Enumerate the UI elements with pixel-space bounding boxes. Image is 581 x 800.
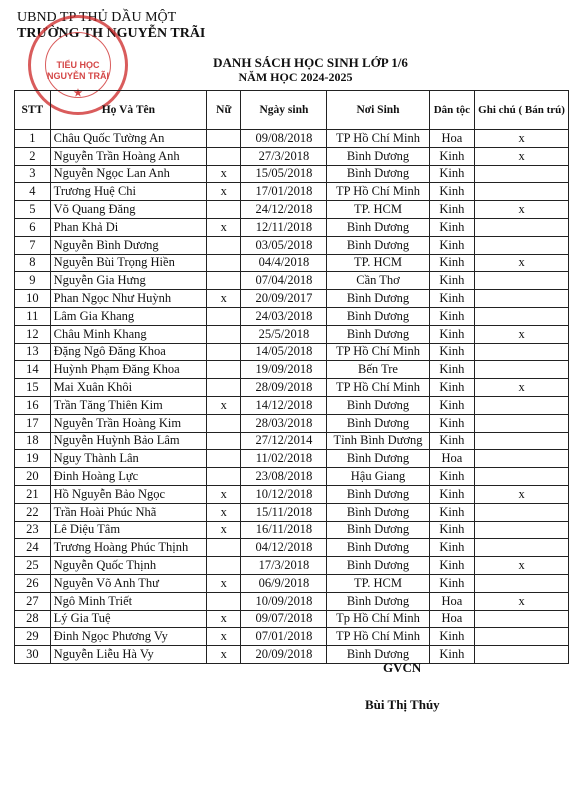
cell-female: x bbox=[207, 521, 241, 539]
cell-stt: 3 bbox=[15, 165, 51, 183]
cell-stt: 26 bbox=[15, 574, 51, 592]
cell-stt: 2 bbox=[15, 147, 51, 165]
cell-birthplace: Bình Dương bbox=[327, 290, 429, 308]
table-row bbox=[15, 450, 569, 468]
cell-dob: 15/11/2018 bbox=[241, 503, 327, 521]
cell-female bbox=[207, 147, 241, 165]
cell-ethnicity: Hoa bbox=[429, 130, 475, 148]
cell-stt: 8 bbox=[15, 254, 51, 272]
cell-birthplace: Bình Dương bbox=[327, 646, 429, 664]
table-row bbox=[15, 218, 569, 236]
table-row bbox=[15, 130, 569, 148]
cell-stt: 11 bbox=[15, 307, 51, 325]
cell-stt: 28 bbox=[15, 610, 51, 628]
cell-name: Nguyễn Bình Dương bbox=[50, 236, 207, 254]
cell-female bbox=[207, 272, 241, 290]
table-row bbox=[15, 610, 569, 628]
cell-birthplace: Bình Dương bbox=[327, 236, 429, 254]
cell-note: x bbox=[475, 379, 569, 397]
cell-name: Võ Quang Đăng bbox=[50, 201, 207, 219]
table-row bbox=[15, 396, 569, 414]
cell-ethnicity: Kinh bbox=[429, 218, 475, 236]
table-row bbox=[15, 165, 569, 183]
cell-note bbox=[475, 468, 569, 486]
cell-ethnicity: Kinh bbox=[429, 236, 475, 254]
cell-birthplace: Tỉnh Bình Dương bbox=[327, 432, 429, 450]
cell-birthplace: Bình Dương bbox=[327, 450, 429, 468]
cell-name: Nguyễn Võ Anh Thư bbox=[50, 574, 207, 592]
cell-ethnicity: Kinh bbox=[429, 468, 475, 486]
cell-name: Nguy Thành Lân bbox=[50, 450, 207, 468]
cell-name: Trần Tăng Thiên Kim bbox=[50, 396, 207, 414]
cell-ethnicity: Kinh bbox=[429, 165, 475, 183]
cell-name: Lý Gia Tuệ bbox=[50, 610, 207, 628]
cell-birthplace: Bình Dương bbox=[327, 307, 429, 325]
cell-birthplace: TP Hồ Chí Minh bbox=[327, 379, 429, 397]
cell-dob: 06/9/2018 bbox=[241, 574, 327, 592]
cell-name: Nguyễn Trần Hoàng Kim bbox=[50, 414, 207, 432]
cell-birthplace: Bình Dương bbox=[327, 165, 429, 183]
cell-name: Mai Xuân Khôi bbox=[50, 379, 207, 397]
cell-note: x bbox=[475, 592, 569, 610]
cell-ethnicity: Kinh bbox=[429, 414, 475, 432]
cell-ethnicity: Kinh bbox=[429, 307, 475, 325]
cell-name: Châu Quốc Tường An bbox=[50, 130, 207, 148]
table-row bbox=[15, 307, 569, 325]
table-header-row bbox=[15, 91, 569, 130]
cell-name: Châu Minh Khang bbox=[50, 325, 207, 343]
cell-stt: 25 bbox=[15, 557, 51, 575]
cell-dob: 24/03/2018 bbox=[241, 307, 327, 325]
cell-female bbox=[207, 325, 241, 343]
cell-note bbox=[475, 272, 569, 290]
cell-ethnicity: Kinh bbox=[429, 396, 475, 414]
cell-note: x bbox=[475, 557, 569, 575]
cell-birthplace: TP. HCM bbox=[327, 254, 429, 272]
cell-ethnicity: Kinh bbox=[429, 254, 475, 272]
cell-birthplace: Bình Dương bbox=[327, 218, 429, 236]
cell-note bbox=[475, 521, 569, 539]
cell-female bbox=[207, 307, 241, 325]
cell-dob: 10/09/2018 bbox=[241, 592, 327, 610]
cell-stt: 4 bbox=[15, 183, 51, 201]
cell-note bbox=[475, 307, 569, 325]
table-row bbox=[15, 485, 569, 503]
cell-birthplace: Bình Dương bbox=[327, 147, 429, 165]
table-row bbox=[15, 503, 569, 521]
cell-birthplace: Bình Dương bbox=[327, 521, 429, 539]
table-row bbox=[15, 147, 569, 165]
cell-name: Nguyễn Gia Hưng bbox=[50, 272, 207, 290]
cell-female: x bbox=[207, 485, 241, 503]
cell-stt: 12 bbox=[15, 325, 51, 343]
cell-dob: 17/01/2018 bbox=[241, 183, 327, 201]
cell-female bbox=[207, 539, 241, 557]
cell-birthplace: TP Hồ Chí Minh bbox=[327, 628, 429, 646]
document-title: DANH SÁCH HỌC SINH LỚP 1/6 bbox=[213, 55, 408, 70]
cell-dob: 07/01/2018 bbox=[241, 628, 327, 646]
table-row bbox=[15, 201, 569, 219]
cell-female bbox=[207, 450, 241, 468]
cell-dob: 20/09/2017 bbox=[241, 290, 327, 308]
cell-dob: 11/02/2018 bbox=[241, 450, 327, 468]
cell-note bbox=[475, 503, 569, 521]
cell-note bbox=[475, 218, 569, 236]
cell-ethnicity: Kinh bbox=[429, 147, 475, 165]
cell-female: x bbox=[207, 218, 241, 236]
cell-female: x bbox=[207, 396, 241, 414]
table-row bbox=[15, 183, 569, 201]
cell-stt: 23 bbox=[15, 521, 51, 539]
cell-name: Nguyễn Trần Hoàng Anh bbox=[50, 147, 207, 165]
table-row bbox=[15, 521, 569, 539]
cell-name: Nguyễn Ngọc Lan Anh bbox=[50, 165, 207, 183]
cell-birthplace: Bình Dương bbox=[327, 503, 429, 521]
table-row bbox=[15, 343, 569, 361]
cell-stt: 18 bbox=[15, 432, 51, 450]
table-row bbox=[15, 468, 569, 486]
cell-note bbox=[475, 539, 569, 557]
student-table bbox=[14, 90, 569, 664]
cell-ethnicity: Kinh bbox=[429, 539, 475, 557]
cell-name: Trương Hoàng Phúc Thịnh bbox=[50, 539, 207, 557]
stamp-text-school: NGUYỄN TRÃI bbox=[46, 71, 109, 81]
cell-name: Nguyễn Huỳnh Bảo Lâm bbox=[50, 432, 207, 450]
cell-ethnicity: Hoa bbox=[429, 610, 475, 628]
cell-birthplace: Hậu Giang bbox=[327, 468, 429, 486]
cell-stt: 10 bbox=[15, 290, 51, 308]
table-row bbox=[15, 272, 569, 290]
signature-title: GVCN bbox=[383, 660, 422, 675]
cell-note bbox=[475, 432, 569, 450]
table-row bbox=[15, 414, 569, 432]
table-row bbox=[15, 236, 569, 254]
header-stt: STT bbox=[15, 91, 51, 130]
cell-ethnicity: Hoa bbox=[429, 592, 475, 610]
cell-dob: 04/4/2018 bbox=[241, 254, 327, 272]
cell-birthplace: Cần Thơ bbox=[327, 272, 429, 290]
cell-name: Nguyễn Bùi Trọng Hiền bbox=[50, 254, 207, 272]
cell-stt: 5 bbox=[15, 201, 51, 219]
cell-stt: 13 bbox=[15, 343, 51, 361]
cell-dob: 24/12/2018 bbox=[241, 201, 327, 219]
header-birthplace: Nơi Sinh bbox=[327, 91, 429, 130]
cell-note bbox=[475, 414, 569, 432]
cell-note: x bbox=[475, 147, 569, 165]
cell-name: Đặng Ngô Đăng Khoa bbox=[50, 343, 207, 361]
table-row bbox=[15, 574, 569, 592]
cell-name: Đinh Hoàng Lực bbox=[50, 468, 207, 486]
cell-dob: 28/03/2018 bbox=[241, 414, 327, 432]
cell-birthplace: Bình Dương bbox=[327, 557, 429, 575]
cell-ethnicity: Kinh bbox=[429, 379, 475, 397]
cell-dob: 14/05/2018 bbox=[241, 343, 327, 361]
table-row bbox=[15, 646, 569, 664]
cell-note bbox=[475, 574, 569, 592]
cell-name: Lâm Gia Khang bbox=[50, 307, 207, 325]
cell-female bbox=[207, 130, 241, 148]
cell-female bbox=[207, 557, 241, 575]
cell-stt: 6 bbox=[15, 218, 51, 236]
cell-dob: 12/11/2018 bbox=[241, 218, 327, 236]
cell-female bbox=[207, 468, 241, 486]
stamp-star-icon: ★ bbox=[73, 88, 83, 99]
cell-stt: 16 bbox=[15, 396, 51, 414]
cell-birthplace: TP Hồ Chí Minh bbox=[327, 130, 429, 148]
table-row bbox=[15, 628, 569, 646]
cell-birthplace: TP Hồ Chí Minh bbox=[327, 343, 429, 361]
cell-female bbox=[207, 432, 241, 450]
cell-birthplace: TP. HCM bbox=[327, 201, 429, 219]
cell-name: Trương Huệ Chi bbox=[50, 183, 207, 201]
cell-birthplace: Bình Dương bbox=[327, 396, 429, 414]
cell-ethnicity: Kinh bbox=[429, 646, 475, 664]
cell-female: x bbox=[207, 628, 241, 646]
cell-female bbox=[207, 201, 241, 219]
cell-ethnicity: Kinh bbox=[429, 325, 475, 343]
cell-female: x bbox=[207, 290, 241, 308]
cell-stt: 24 bbox=[15, 539, 51, 557]
cell-ethnicity: Kinh bbox=[429, 343, 475, 361]
cell-name: Nguyễn Liễu Hà Vy bbox=[50, 646, 207, 664]
cell-note bbox=[475, 646, 569, 664]
cell-dob: 28/09/2018 bbox=[241, 379, 327, 397]
cell-ethnicity: Kinh bbox=[429, 272, 475, 290]
cell-name: Ngô Minh Triết bbox=[50, 592, 207, 610]
org-name: UBND TP THỦ DẦU MỘT bbox=[17, 10, 177, 25]
cell-note: x bbox=[475, 130, 569, 148]
cell-stt: 9 bbox=[15, 272, 51, 290]
cell-note bbox=[475, 236, 569, 254]
cell-dob: 09/07/2018 bbox=[241, 610, 327, 628]
cell-note bbox=[475, 343, 569, 361]
cell-female bbox=[207, 361, 241, 379]
header-name: Họ Và Tên bbox=[50, 91, 207, 130]
cell-dob: 14/12/2018 bbox=[241, 396, 327, 414]
school-year: NĂM HỌC 2024-2025 bbox=[238, 70, 353, 84]
cell-note bbox=[475, 183, 569, 201]
cell-ethnicity: Kinh bbox=[429, 503, 475, 521]
cell-female: x bbox=[207, 646, 241, 664]
cell-ethnicity: Kinh bbox=[429, 485, 475, 503]
cell-birthplace: Tp Hồ Chí Minh bbox=[327, 610, 429, 628]
cell-note: x bbox=[475, 201, 569, 219]
cell-stt: 22 bbox=[15, 503, 51, 521]
cell-ethnicity: Hoa bbox=[429, 450, 475, 468]
cell-name: Trần Hoài Phúc Nhã bbox=[50, 503, 207, 521]
table-body bbox=[15, 130, 569, 664]
table-row bbox=[15, 254, 569, 272]
cell-stt: 27 bbox=[15, 592, 51, 610]
cell-female bbox=[207, 236, 241, 254]
cell-stt: 14 bbox=[15, 361, 51, 379]
cell-female bbox=[207, 414, 241, 432]
cell-dob: 07/04/2018 bbox=[241, 272, 327, 290]
cell-note: x bbox=[475, 325, 569, 343]
cell-female bbox=[207, 254, 241, 272]
header-dob: Ngày sinh bbox=[241, 91, 327, 130]
table-row bbox=[15, 361, 569, 379]
cell-dob: 20/09/2018 bbox=[241, 646, 327, 664]
cell-name: Phan Ngọc Như Huỳnh bbox=[50, 290, 207, 308]
cell-note bbox=[475, 450, 569, 468]
cell-female: x bbox=[207, 165, 241, 183]
cell-name: Huỳnh Phạm Đăng Khoa bbox=[50, 361, 207, 379]
cell-stt: 17 bbox=[15, 414, 51, 432]
cell-dob: 10/12/2018 bbox=[241, 485, 327, 503]
cell-stt: 1 bbox=[15, 130, 51, 148]
cell-stt: 29 bbox=[15, 628, 51, 646]
cell-dob: 16/11/2018 bbox=[241, 521, 327, 539]
header-female: Nữ bbox=[207, 91, 241, 130]
cell-dob: 27/3/2018 bbox=[241, 147, 327, 165]
cell-note: x bbox=[475, 485, 569, 503]
cell-dob: 17/3/2018 bbox=[241, 557, 327, 575]
cell-ethnicity: Kinh bbox=[429, 628, 475, 646]
cell-birthplace: TP. HCM bbox=[327, 574, 429, 592]
cell-birthplace: TP Hồ Chí Minh bbox=[327, 183, 429, 201]
cell-stt: 15 bbox=[15, 379, 51, 397]
cell-female bbox=[207, 379, 241, 397]
cell-stt: 30 bbox=[15, 646, 51, 664]
cell-ethnicity: Kinh bbox=[429, 183, 475, 201]
cell-ethnicity: Kinh bbox=[429, 290, 475, 308]
cell-name: Nguyễn Quốc Thịnh bbox=[50, 557, 207, 575]
table-row bbox=[15, 290, 569, 308]
cell-note bbox=[475, 628, 569, 646]
cell-ethnicity: Kinh bbox=[429, 557, 475, 575]
table-row bbox=[15, 557, 569, 575]
table-row bbox=[15, 325, 569, 343]
cell-stt: 21 bbox=[15, 485, 51, 503]
table-row bbox=[15, 432, 569, 450]
header-ethnicity: Dân tộc bbox=[429, 91, 475, 130]
cell-ethnicity: Kinh bbox=[429, 432, 475, 450]
cell-dob: 23/08/2018 bbox=[241, 468, 327, 486]
cell-female bbox=[207, 592, 241, 610]
cell-dob: 19/09/2018 bbox=[241, 361, 327, 379]
cell-note bbox=[475, 610, 569, 628]
cell-female: x bbox=[207, 574, 241, 592]
cell-birthplace: Bình Dương bbox=[327, 592, 429, 610]
cell-female: x bbox=[207, 610, 241, 628]
cell-note bbox=[475, 165, 569, 183]
cell-dob: 04/12/2018 bbox=[241, 539, 327, 557]
cell-ethnicity: Kinh bbox=[429, 201, 475, 219]
cell-note bbox=[475, 361, 569, 379]
cell-stt: 19 bbox=[15, 450, 51, 468]
table-row bbox=[15, 539, 569, 557]
cell-dob: 25/5/2018 bbox=[241, 325, 327, 343]
cell-birthplace: Bến Tre bbox=[327, 361, 429, 379]
signature-name: Bùi Thị Thúy bbox=[365, 697, 440, 712]
cell-stt: 20 bbox=[15, 468, 51, 486]
cell-note bbox=[475, 396, 569, 414]
cell-name: Hồ Nguyễn Bảo Ngọc bbox=[50, 485, 207, 503]
cell-ethnicity: Kinh bbox=[429, 521, 475, 539]
cell-name: Lê Diệu Tâm bbox=[50, 521, 207, 539]
cell-birthplace: Bình Dương bbox=[327, 485, 429, 503]
header-note: Ghi chú ( Bán trú) bbox=[475, 91, 569, 130]
cell-birthplace: Bình Dương bbox=[327, 539, 429, 557]
cell-note: x bbox=[475, 254, 569, 272]
cell-female: x bbox=[207, 503, 241, 521]
cell-name: Đinh Ngọc Phương Vy bbox=[50, 628, 207, 646]
cell-female bbox=[207, 343, 241, 361]
cell-female: x bbox=[207, 183, 241, 201]
cell-dob: 03/05/2018 bbox=[241, 236, 327, 254]
cell-note bbox=[475, 290, 569, 308]
cell-stt: 7 bbox=[15, 236, 51, 254]
table-row bbox=[15, 379, 569, 397]
cell-dob: 09/08/2018 bbox=[241, 130, 327, 148]
cell-dob: 15/05/2018 bbox=[241, 165, 327, 183]
table-row bbox=[15, 592, 569, 610]
cell-birthplace: Bình Dương bbox=[327, 414, 429, 432]
cell-ethnicity: Kinh bbox=[429, 574, 475, 592]
cell-ethnicity: Kinh bbox=[429, 361, 475, 379]
cell-name: Phan Khả Di bbox=[50, 218, 207, 236]
cell-birthplace: Bình Dương bbox=[327, 325, 429, 343]
cell-dob: 27/12/2014 bbox=[241, 432, 327, 450]
school-name: TRƯỜNG TH NGUYỄN TRÃI bbox=[17, 26, 206, 41]
stamp-text-level: TIỂU HỌC bbox=[56, 60, 100, 70]
